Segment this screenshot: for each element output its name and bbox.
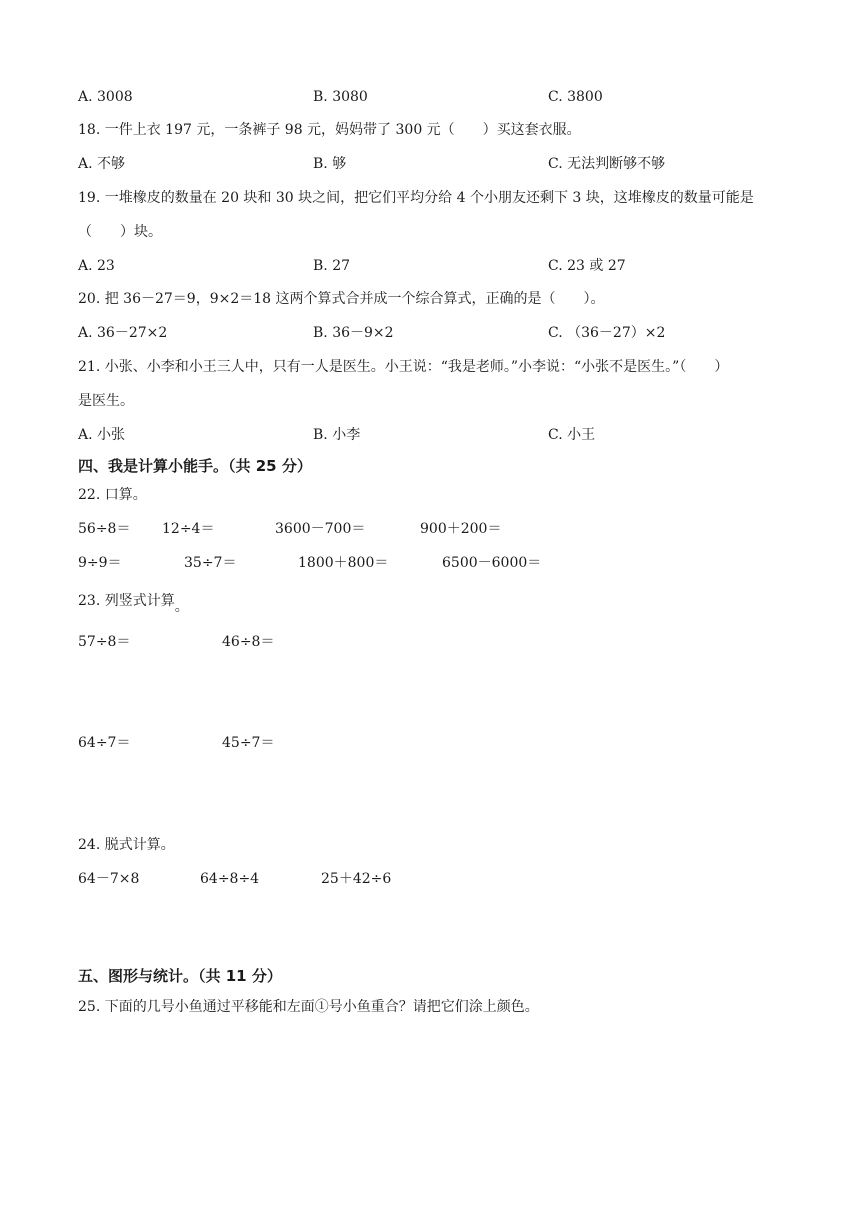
q23-stem-text: 23. 列竖式计算 xyxy=(78,593,175,609)
q22-stem: 22. 口算。 xyxy=(78,487,147,503)
q19-option-c: C. 23 或 27 xyxy=(548,258,626,274)
q18-option-b: B. 够 xyxy=(313,156,347,172)
q22-item: 1800＋800＝ xyxy=(298,555,389,571)
q23-stem xyxy=(78,591,189,615)
section5-title: 五、图形与统计。（共 11 分） xyxy=(78,967,282,985)
q21-stem-line1: 21. 小张、小李和小王三人中，只有一人是医生。小王说：“我是老师。”小李说：“小张不是医生。”（ ） xyxy=(78,359,729,375)
q17-option-c: C. 3800 xyxy=(548,89,603,105)
q21-option-b: B. 小李 xyxy=(313,427,361,443)
q19-stem-line2: （ ）块。 xyxy=(78,224,162,240)
q22-item: 3600－700＝ xyxy=(275,521,366,537)
q25-stem: 25. 下面的几号小鱼通过平移能和左面①号小鱼重合？请把它们涂上颜色。 xyxy=(78,999,539,1015)
q20-stem: 20. 把 36－27＝9，9×2＝18 这两个算式合并成一个综合算式，正确的是（ ）。 xyxy=(78,291,605,307)
q22-item: 12÷4＝ xyxy=(162,521,215,537)
q20-option-c: C. （36－27）×2 xyxy=(548,325,666,341)
q23-item: 64÷7＝ xyxy=(78,735,131,751)
section4-title: 四、我是计算小能手。（共 25 分） xyxy=(78,457,312,475)
q21-stem-line2: 是医生。 xyxy=(78,393,134,409)
q17-option-a: A. 3008 xyxy=(78,89,133,105)
q24-item: 64÷8÷4 xyxy=(200,871,260,887)
q20-option-a: A. 36－27×2 xyxy=(78,325,168,341)
q19-option-b: B. 27 xyxy=(313,258,351,274)
q21-option-a: A. 小张 xyxy=(78,427,126,443)
q23-item: 46÷8＝ xyxy=(222,634,275,650)
q24-item: 64－7×8 xyxy=(78,871,140,887)
q21-option-c: C. 小王 xyxy=(548,427,596,443)
q18-option-a: A. 不够 xyxy=(78,156,126,172)
q23-stem-mark: 。 xyxy=(174,599,189,615)
q17-option-b: B. 3080 xyxy=(313,89,368,105)
q20-option-b: B. 36－9×2 xyxy=(313,325,394,341)
q23-item: 57÷8＝ xyxy=(78,634,131,650)
q18-stem: 18. 一件上衣 197 元，一条裤子 98 元，妈妈带了 300 元（ ）买这套衣服。 xyxy=(78,122,581,138)
q23-item: 45÷7＝ xyxy=(222,735,275,751)
q22-item: 56÷8＝ xyxy=(78,521,131,537)
q22-item: 900＋200＝ xyxy=(420,521,502,537)
q22-item: 6500－6000＝ xyxy=(442,555,542,571)
q24-stem: 24. 脱式计算。 xyxy=(78,837,175,853)
q24-item: 25＋42÷6 xyxy=(321,871,392,887)
q19-option-a: A. 23 xyxy=(78,258,115,274)
q22-item: 35÷7＝ xyxy=(184,555,237,571)
q19-stem-line1: 19. 一堆橡皮的数量在 20 块和 30 块之间，把它们平均分给 4 个小朋友还剩下 3 块，这堆橡皮的数量可能是 xyxy=(78,190,754,206)
q18-option-c: C. 无法判断够不够 xyxy=(548,156,666,172)
q22-item: 9÷9＝ xyxy=(78,555,122,571)
